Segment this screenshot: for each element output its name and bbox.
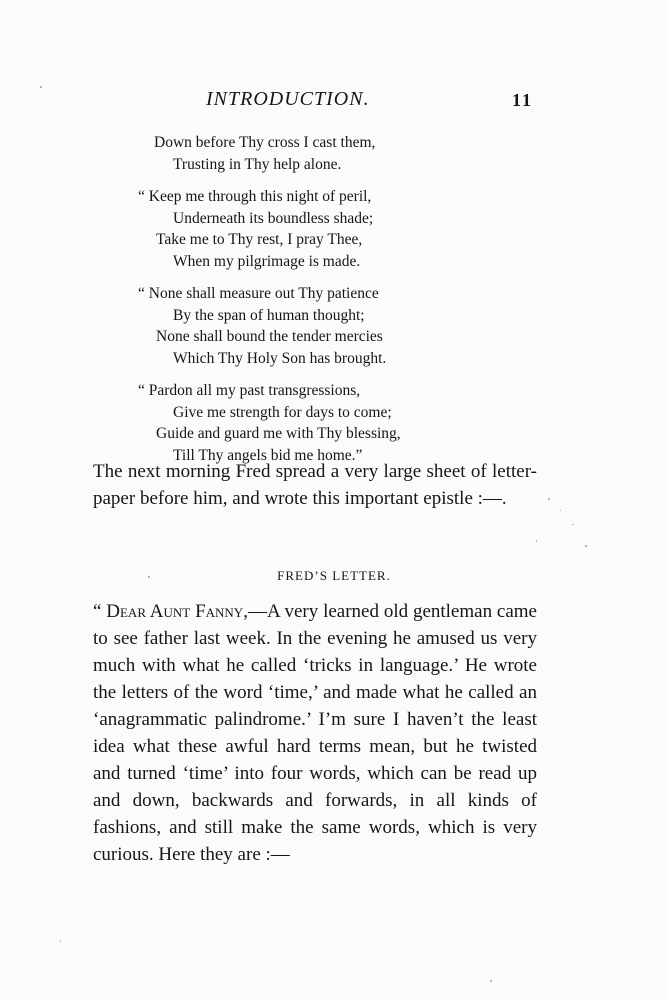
- verse-line: When my pilgrimage is made.: [173, 252, 361, 270]
- running-title: INTRODUCTION.: [206, 88, 370, 110]
- paper-speck: [560, 510, 561, 511]
- verse-line: “ Pardon all my past transgressions,: [138, 382, 361, 399]
- verse-line: Till Thy angels bid me home.”: [173, 446, 363, 464]
- verse-line: Guide and guard me with Thy blessing,: [156, 425, 401, 442]
- verse-line: Which Thy Holy Son has brought.: [173, 349, 387, 367]
- verse-line: None shall bound the tender mercies: [156, 328, 383, 345]
- paper-speck: [40, 86, 42, 88]
- paper-speck: [548, 498, 550, 500]
- paper-speck: [148, 576, 150, 578]
- paper-speck: [536, 540, 537, 542]
- verse-line: “ Keep me through this night of peril,: [138, 188, 372, 205]
- letter-text: —A very learned old gentleman came to see father last week. In the evening he amused us very much with what he called ‘tricks in language.’ He wrote the letters of the word ‘time,’ and made what he called an ‘anagrammatic palindrome.’ I’m sure I haven’t the least idea what these awful hard terms mean, but he twisted and turned ‘time’ into four words, which can be read up and down, backwards and forwards, in all kinds of fashions, and still make the same words, which is very curious. Here they are :—: [93, 601, 537, 865]
- stanza: [138, 186, 468, 272]
- verse-line: Underneath its boundless shade;: [173, 209, 374, 227]
- letter-body: [93, 598, 537, 868]
- verse-line: “ None shall measure out Thy patience: [138, 285, 379, 302]
- letter-salutation: “ Dear Aunt Fanny,: [93, 601, 248, 622]
- paper-speck: [585, 545, 587, 547]
- section-heading: FRED’S LETTER.: [277, 568, 391, 583]
- paper-speck: [490, 980, 492, 982]
- verse-line: Down before Thy cross I cast them,: [154, 134, 376, 151]
- running-header: [0, 88, 668, 118]
- stanza: [138, 283, 468, 369]
- verse-line: By the span of human thought;: [173, 306, 365, 324]
- verse-line: Trusting in Thy help alone.: [173, 155, 342, 173]
- stanza: [138, 380, 468, 466]
- page-number: 11: [512, 90, 534, 110]
- paper-speck: [60, 940, 61, 942]
- verse-line: Give me strength for days to come;: [173, 403, 392, 421]
- stanza: [138, 132, 468, 175]
- paper-speck: [572, 524, 574, 525]
- hymn-verses: [138, 132, 468, 477]
- verse-line: Take me to Thy rest, I pray Thee,: [156, 231, 363, 248]
- narrative-paragraph: The next morning Fred spread a very large sheet of letter-paper before him, and wrote this important epistle :—.: [93, 461, 537, 509]
